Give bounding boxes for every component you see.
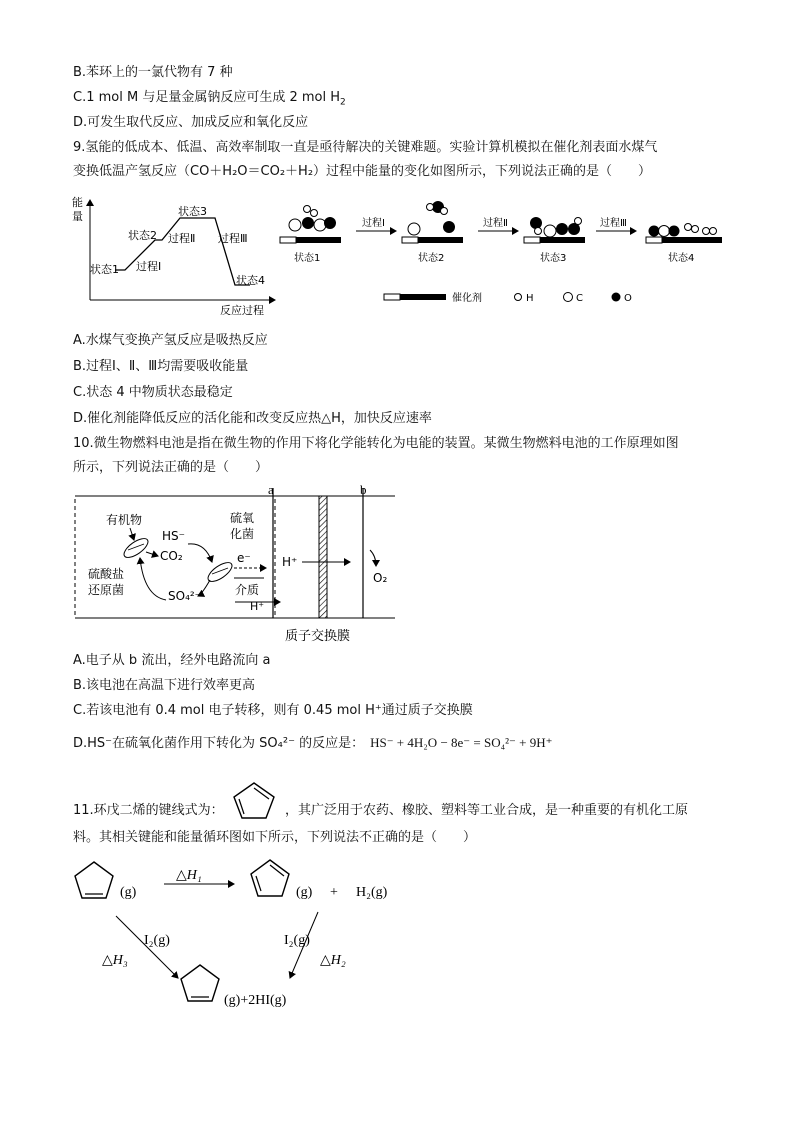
q11-stem-line1-pre: 11.环戊二烯的键线式为： (73, 803, 224, 818)
cyclopentadiene-structure-icon (224, 778, 284, 822)
mech-legend (384, 291, 632, 304)
q10-stem-line2: 所示，下列说法正确的是（ ） (73, 460, 269, 475)
q10-option-c: C.若该电池有 0.4 mol 电子转移，则有 0.45 mol H⁺通过质子交换膜 (73, 703, 473, 718)
q8-option-d: D.可发生取代反应、加成反应和氧化反应 (73, 115, 309, 130)
q8-option-b: B.苯环上的一氯代物有 7 种 (73, 65, 233, 80)
cyclopentene-icon (75, 862, 113, 898)
q9-stem-line2: 变换低温产氢反应（CO＋H₂O＝CO₂＋H₂）过程中能量的变化如图所示，下列说法正确的是（ ） (73, 164, 652, 179)
energy-state3: 状态3 (178, 205, 207, 218)
legend-c: C (576, 293, 583, 304)
mech-process3: 过程Ⅲ (600, 218, 627, 229)
energy-process3: 过程Ⅲ (218, 232, 248, 245)
cyclopentadiene-icon (251, 860, 289, 896)
mech-state1 (280, 206, 341, 265)
mech-state2 (402, 201, 463, 264)
q10-option-d (73, 734, 552, 753)
cycle-i2-right: I₂(g) (284, 933, 310, 948)
q10-option-d-text: D.HS⁻在硫氧化菌作用下转化为 SO₄²⁻ 的反应是： (73, 736, 365, 751)
label-h-plus-left: H⁺ (250, 600, 265, 613)
q10-cell-diagram (70, 482, 400, 647)
q9-stem-line1: 9.氢能的低成本、低温、高效率制取一直是亟待解决的关键难题。实验计算机模拟在催化剂表面水煤气 (73, 140, 658, 155)
label-hs: HS⁻ (162, 529, 185, 543)
q8-option-c-sub: 2 (340, 97, 346, 108)
energy-x-label: 反应过程 (220, 304, 264, 315)
q9-mechanism-diagram (278, 195, 728, 310)
legend-catalyst: 催化剂 (452, 293, 482, 304)
electrode-a: a (268, 482, 274, 497)
cycle-g2: (g) (296, 885, 313, 900)
energy-y-label-2: 量 (72, 210, 83, 223)
legend-h: H (526, 293, 534, 304)
label-medium: 介质 (235, 583, 260, 597)
cycle-i2-left: I₂(g) (144, 933, 170, 948)
label-so4: SO₄²⁻ (168, 589, 202, 603)
cycle-dh1: △H₁ (176, 868, 202, 883)
q9-option-d: D.催化剂能降低反应的活化能和改变反应热△H，加快反应速率 (73, 411, 432, 426)
q8-option-c-text: C.1 mol M 与足量金属钠反应可生成 2 mol H (73, 90, 340, 105)
cycle-g1: (g) (120, 885, 137, 900)
q8-option-c (73, 89, 346, 112)
mech-state1-label: 状态1 (294, 253, 321, 264)
cycle-product: (g)+2HI(g) (224, 993, 287, 1008)
energy-state4: 状态4 (236, 274, 265, 287)
electrode-b: b (360, 482, 367, 497)
energy-y-label-1: 能 (72, 196, 83, 209)
legend-o: O (624, 293, 632, 304)
mech-state2-label: 状态2 (418, 253, 445, 264)
energy-process2: 过程Ⅱ (168, 232, 196, 245)
label-co2: CO₂ (160, 549, 183, 563)
q9-energy-diagram (70, 190, 280, 315)
cycle-h2: H₂(g) (356, 885, 388, 900)
q11-energy-cycle (68, 852, 408, 1022)
label-sulfur-bacteria-2: 化菌 (230, 527, 255, 541)
cyclopentene-product-icon (181, 965, 219, 1001)
cycle-dh3: △H₃ (102, 953, 128, 968)
cycle-dh2: △H₂ (320, 953, 346, 968)
label-o2: O₂ (373, 571, 388, 585)
energy-process1: 过程Ⅰ (136, 260, 162, 273)
label-membrane: 质子交换膜 (285, 629, 351, 644)
mech-process2: 过程Ⅱ (483, 218, 508, 229)
mech-state3 (524, 217, 585, 264)
bacteria-sulfate-reducer (121, 535, 151, 561)
energy-state2: 状态2 (128, 229, 157, 242)
q10-option-d-equation: HS⁻ + 4H₂O − 8e⁻ = SO₄²⁻ + 9H⁺ (370, 735, 553, 750)
q10-stem-line1: 10.微生物燃料电池是指在微生物的作用下将化学能转化为电能的装置。某微生物燃料电池的工作原理如图 (73, 436, 679, 451)
q10-option-a: A.电子从 b 流出，经外电路流向 a (73, 653, 271, 668)
q11-stem-line1-post: ，其广泛用于农药、橡胶、塑料等工业合成，是一种重要的有机化工原 (285, 803, 689, 818)
label-organic: 有机物 (106, 513, 143, 527)
mech-state4-label: 状态4 (668, 253, 695, 264)
q9-option-c: C.状态 4 中物质状态最稳定 (73, 385, 233, 400)
label-sulfate-reducer-1: 硫酸盐 (88, 567, 125, 581)
mech-process1: 过程Ⅰ (362, 218, 385, 229)
q11-stem-line2: 料。其相关键能和能量循环图如下所示，下列说法不正确的是（ ） (73, 830, 477, 845)
label-sulfate-reducer-2: 还原菌 (88, 583, 125, 597)
label-h-plus-mid: H⁺ (282, 555, 298, 569)
q9-option-b: B.过程Ⅰ、Ⅱ、Ⅲ均需要吸收能量 (73, 359, 249, 374)
cycle-plus: + (330, 885, 338, 900)
q9-option-a: A.水煤气变换产氢反应是吸热反应 (73, 333, 268, 348)
energy-state1: 状态1 (90, 263, 119, 276)
label-electron: e⁻ (237, 551, 251, 565)
mech-state3-label: 状态3 (540, 253, 567, 264)
q10-option-b: B.该电池在高温下进行效率更高 (73, 678, 256, 693)
mech-state4 (646, 224, 722, 265)
label-sulfur-bacteria-1: 硫氧 (230, 511, 255, 525)
